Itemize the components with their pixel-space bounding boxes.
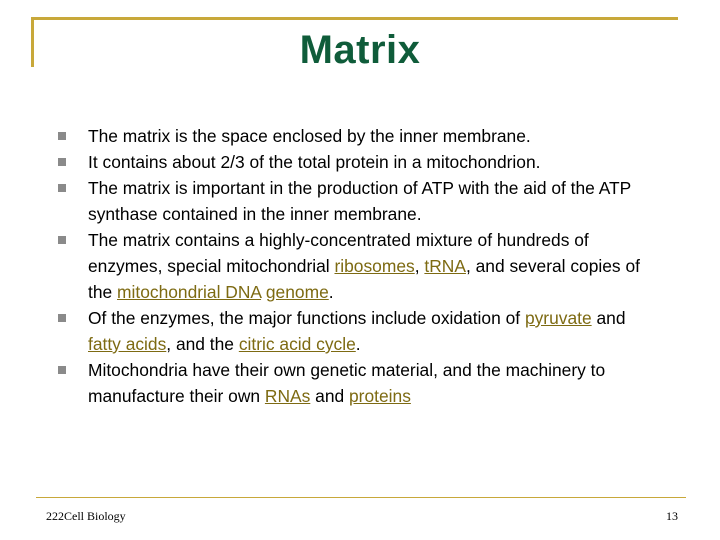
footer-rule — [36, 497, 686, 498]
square-bullet-icon — [58, 236, 66, 244]
top-rule — [31, 17, 678, 20]
bullet-text: and — [591, 308, 626, 328]
bullet-text: , — [414, 256, 425, 276]
bullet-text: . — [328, 282, 334, 302]
term-link[interactable]: ribosomes — [334, 256, 415, 276]
term-link[interactable]: proteins — [349, 386, 411, 406]
bullet-list — [57, 123, 657, 409]
term-link[interactable]: pyruvate — [524, 308, 592, 328]
bullet-item — [57, 123, 657, 149]
term-link[interactable]: fatty acids — [88, 334, 167, 354]
bullet-text: The matrix is the space enclosed by the inner membrane. — [88, 126, 531, 146]
bullet-item — [57, 305, 657, 357]
bullet-text: It contains about 2/3 of the total protein in a mitochondrion. — [88, 152, 541, 172]
bullet-text: Of the enzymes, the major functions include oxidation of — [88, 308, 525, 328]
bullet-text: . — [355, 334, 361, 354]
bullet-item — [57, 175, 657, 227]
bullet-item — [57, 227, 657, 305]
square-bullet-icon — [58, 132, 66, 140]
square-bullet-icon — [58, 366, 66, 374]
square-bullet-icon — [58, 314, 66, 322]
term-link[interactable]: tRNA — [424, 256, 466, 276]
bullet-text: The matrix contains a highly-concentrated mixture of hundreds of enzymes, special mitochondrial — [88, 230, 589, 276]
bullet-item — [57, 149, 657, 175]
term-link[interactable]: citric acid cycle — [238, 334, 356, 354]
bullet-text: Mitochondria have their own genetic material, and the machinery to manufacture their own — [88, 360, 606, 406]
square-bullet-icon — [58, 184, 66, 192]
footer-course: 222Cell Biology — [46, 509, 126, 523]
square-bullet-icon — [58, 158, 66, 166]
bullet-text: and — [310, 386, 350, 406]
term-link[interactable]: mitochondrial DNA — [117, 282, 262, 302]
term-link[interactable]: genome — [265, 282, 329, 302]
bullet-text: The matrix is important in the production of ATP with the aid of the ATP synthase contained in the inner membrane. — [88, 178, 631, 224]
slide-title: Matrix — [299, 28, 421, 72]
bullet-text: , and several copies of the — [88, 256, 640, 302]
page-number: 13 — [666, 509, 678, 523]
bullet-text: , and the — [166, 334, 239, 354]
bullet-item — [57, 357, 657, 409]
term-link[interactable]: RNAs — [264, 386, 311, 406]
